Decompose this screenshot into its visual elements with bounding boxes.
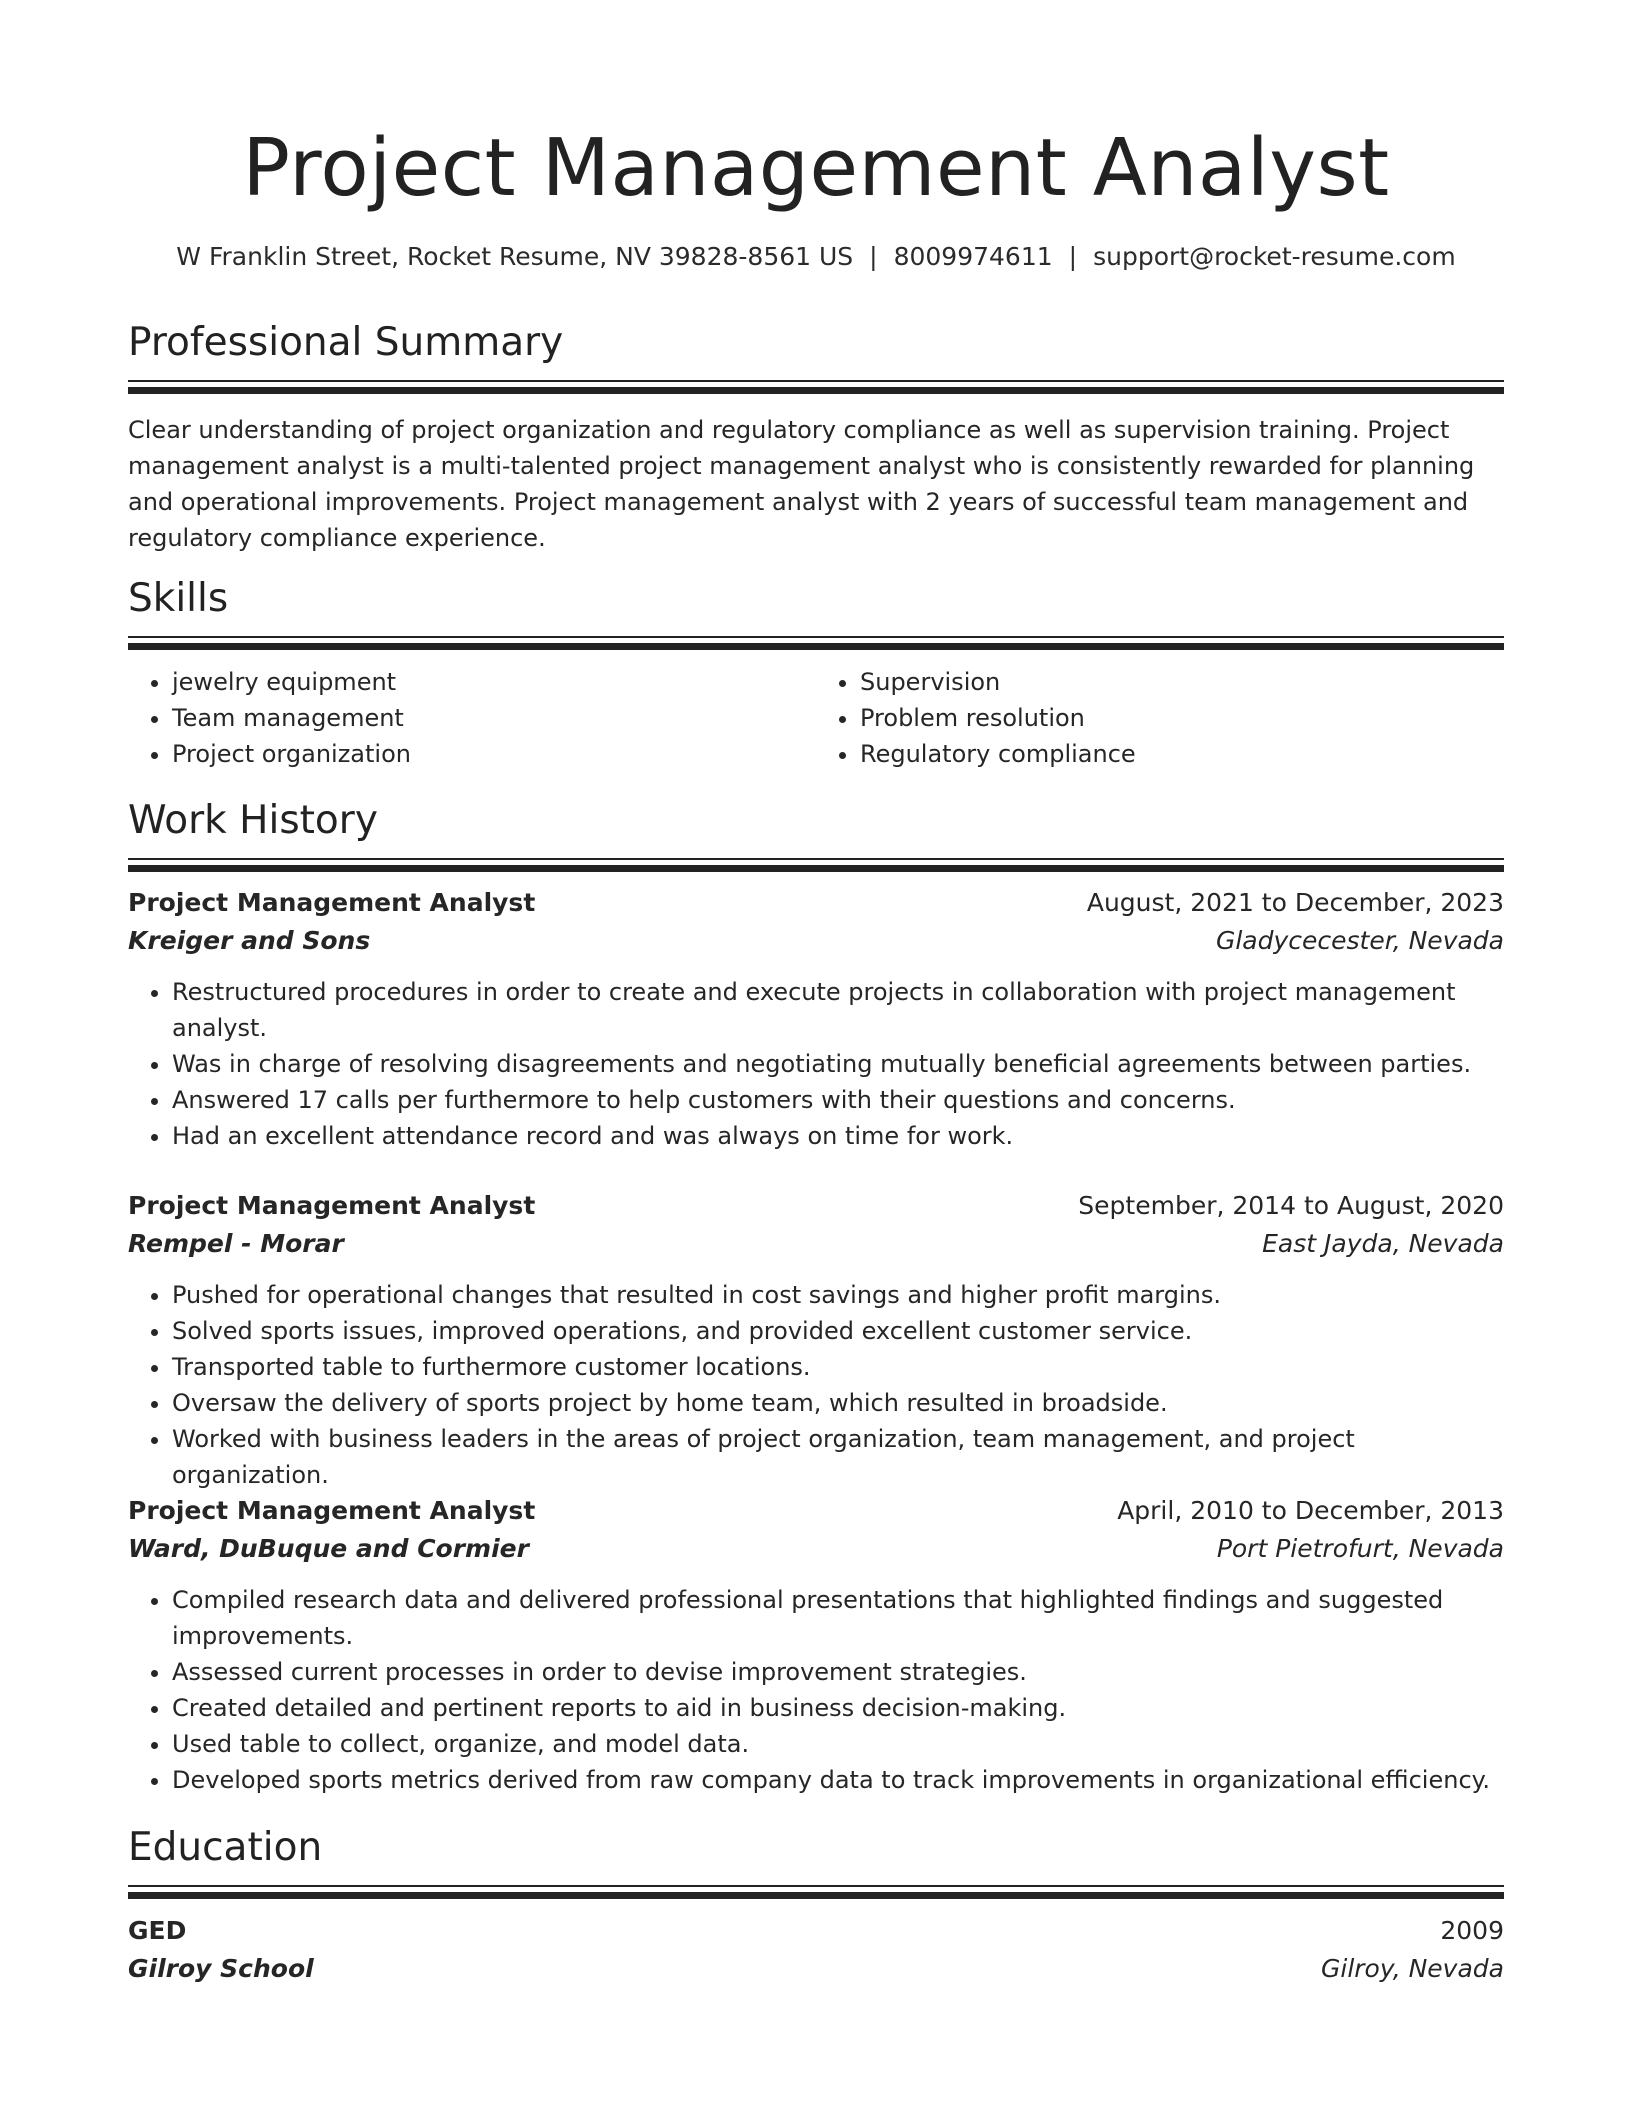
contact-separator: | (1068, 242, 1078, 271)
job-employer: Ward, DuBuque and Cormier (128, 1534, 529, 1563)
job-entry (128, 884, 1504, 1154)
job-dates: September, 2014 to August, 2020 (1078, 1191, 1504, 1220)
job-employer: Kreiger and Sons (128, 926, 371, 955)
education-degree: GED (128, 1916, 187, 1945)
contact-address: W Franklin Street, Rocket Resume, NV 39828-8561 US (176, 242, 854, 271)
job-employer: Rempel - Morar (128, 1229, 344, 1258)
education-location: Gilroy, Nevada (1321, 1954, 1504, 1983)
job-bullets (128, 1582, 1504, 1798)
skill-item: • Supervision (860, 664, 1504, 700)
skills-column-right (816, 664, 1504, 772)
contact-email: support@rocket-resume.com (1093, 242, 1456, 271)
section-heading-education: Education (128, 1825, 323, 1870)
job-location: Gladycecester, Nevada (1215, 926, 1504, 955)
job-bullet: • Worked with business leaders in the areas of project organization, team management, and project organization. (172, 1421, 1504, 1493)
section-rule (128, 380, 1504, 394)
job-bullets (128, 1277, 1504, 1493)
skill-item: • Project organization (172, 736, 816, 772)
section-heading-work: Work History (128, 798, 378, 843)
contact-phone: 8009974611 (893, 242, 1053, 271)
skill-item: • jewelry equipment (172, 664, 816, 700)
job-location: Port Pietrofurt, Nevada (1216, 1534, 1504, 1563)
job-bullet: • Restructured procedures in order to create and execute projects in collaboration with project management analyst. (172, 974, 1504, 1046)
contact-separator: | (869, 242, 878, 271)
section-heading-skills: Skills (128, 576, 229, 621)
education-section (128, 1823, 1504, 1899)
job-bullet: • Compiled research data and delivered professional presentations that highlighted findings and suggested improvements. (172, 1582, 1504, 1654)
skills-column-left (128, 664, 816, 772)
section-rule (128, 1885, 1504, 1899)
job-dates: April, 2010 to December, 2013 (1117, 1496, 1504, 1525)
section-rule (128, 636, 1504, 650)
job-location: East Jayda, Nevada (1262, 1229, 1504, 1258)
summary-text: Clear understanding of project organization and regulatory compliance as well as supervision training. Project management analyst is a multi-talented project management analyst who is consistently rewarded for planning and operational improvements. Project management analyst with 2 years of successful team management and regulatory compliance experience. (128, 416, 1475, 552)
job-title: Project Management Analyst (128, 1191, 536, 1220)
skill-item: • Regulatory compliance (860, 736, 1504, 772)
job-bullet: • Transported table to furthermore customer locations. (172, 1349, 1504, 1385)
education-year: 2009 (1440, 1916, 1504, 1945)
section-rule (128, 858, 1504, 872)
job-bullet: • Used table to collect, organize, and model data. (172, 1726, 1504, 1762)
work-section (128, 796, 1504, 872)
job-bullet: • Developed sports metrics derived from raw company data to track improvements in organizational efficiency. (172, 1762, 1504, 1798)
job-bullets (128, 974, 1504, 1154)
job-bullet: • Solved sports issues, improved operations, and provided excellent customer service. (172, 1313, 1504, 1349)
job-bullet: • Had an excellent attendance record and was always on time for work. (172, 1118, 1504, 1154)
job-entry (128, 1187, 1504, 1493)
summary-section (128, 318, 1504, 556)
job-bullet: • Answered 17 calls per furthermore to help customers with their questions and concerns. (172, 1082, 1504, 1118)
skills-section (128, 574, 1504, 772)
job-title: Project Management Analyst (128, 888, 536, 917)
section-heading-summary: Professional Summary (128, 320, 564, 365)
job-bullet: • Pushed for operational changes that resulted in cost savings and higher profit margins. (172, 1277, 1504, 1313)
job-bullet: • Assessed current processes in order to devise improvement strategies. (172, 1654, 1504, 1690)
skill-item: • Problem resolution (860, 700, 1504, 736)
job-bullet: • Created detailed and pertinent reports to aid in business decision-making. (172, 1690, 1504, 1726)
contact-line (128, 240, 1504, 274)
job-entry (128, 1492, 1504, 1798)
education-school: Gilroy School (128, 1954, 314, 1983)
job-title: Project Management Analyst (128, 1496, 536, 1525)
job-dates: August, 2021 to December, 2023 (1086, 888, 1504, 917)
skill-item: • Team management (172, 700, 816, 736)
resume-title: Project Management Analyst (242, 122, 1390, 214)
job-bullet: • Was in charge of resolving disagreements and negotiating mutually beneficial agreements between parties. (172, 1046, 1504, 1082)
skills-list (128, 664, 1504, 772)
education-entry (128, 1912, 1504, 1988)
job-bullet: • Oversaw the delivery of sports project by home team, which resulted in broadside. (172, 1385, 1504, 1421)
